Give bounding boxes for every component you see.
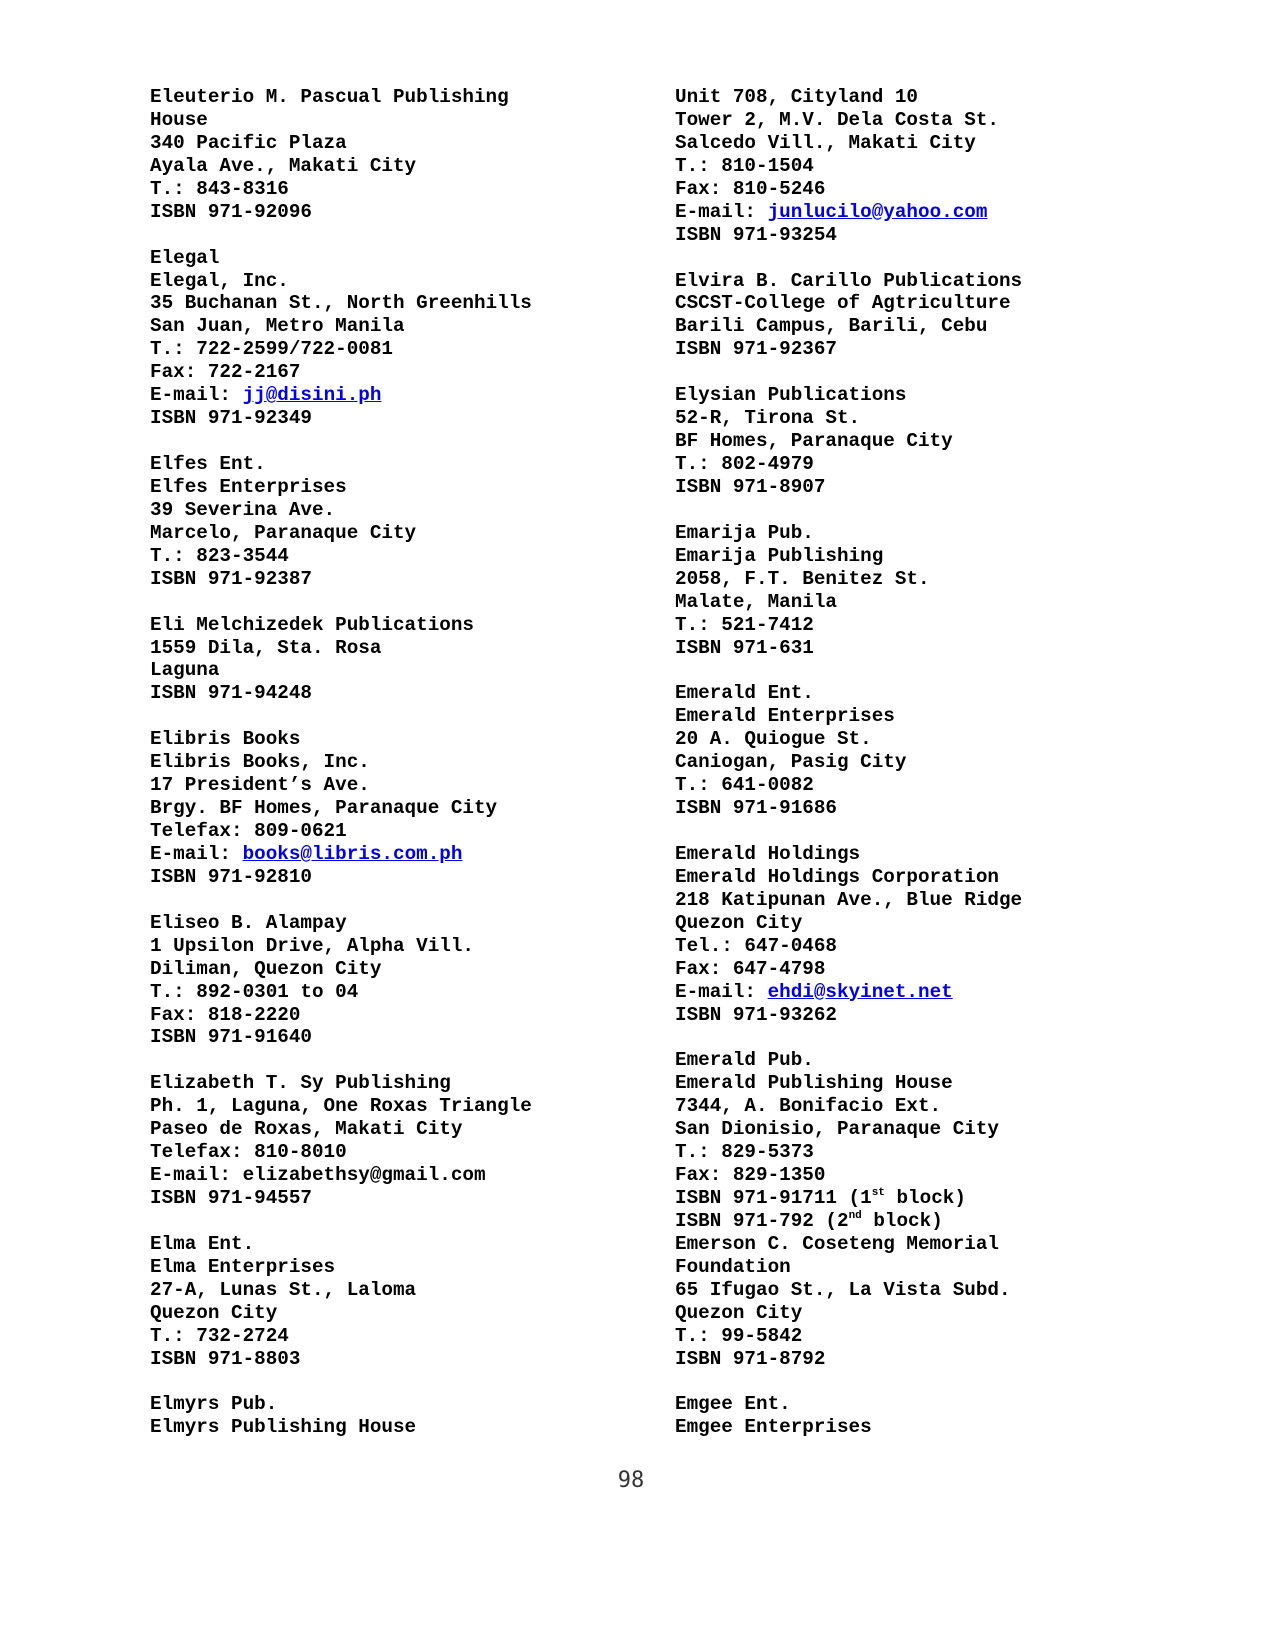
line-text: Laguna bbox=[150, 659, 220, 682]
entry-spacer bbox=[150, 430, 620, 453]
entry-heading bbox=[150, 86, 620, 109]
line-text: CSCST-College of Agtriculture bbox=[675, 292, 1011, 315]
entry-line bbox=[675, 1256, 1135, 1279]
line-text: San Dionisio, Paranaque City bbox=[675, 1118, 999, 1141]
entry-elvira-carillo bbox=[675, 270, 1135, 362]
entry-line bbox=[150, 820, 620, 843]
entry-heading bbox=[150, 912, 620, 935]
line-text: ISBN 971-93262 bbox=[675, 1003, 837, 1026]
entry-line bbox=[150, 384, 620, 407]
entry-elfes bbox=[150, 453, 620, 591]
entry-line bbox=[675, 155, 1135, 178]
entry-heading bbox=[675, 522, 1135, 545]
line-text: ISBN 971-8907 bbox=[675, 475, 826, 498]
line-text: 218 Katipunan Ave., Blue Ridge bbox=[675, 888, 1023, 911]
line-text: 39 Severina Ave. bbox=[150, 498, 336, 521]
entry-heading bbox=[150, 1072, 620, 1095]
entry-line bbox=[675, 1348, 1135, 1371]
entry-line bbox=[675, 453, 1135, 476]
line-text: Ayala Ave., Makati City bbox=[150, 154, 417, 177]
entry-elmyrs bbox=[150, 1393, 620, 1439]
line-text: T.: 829-5373 bbox=[675, 1141, 814, 1164]
line-text: ISBN 971-8803 bbox=[150, 1347, 301, 1370]
entry-spacer bbox=[150, 224, 620, 247]
line-text: Emerald Ent. bbox=[675, 682, 814, 705]
entry-unit-708-continued bbox=[675, 86, 1135, 247]
line-text: San Juan, Metro Manila bbox=[150, 315, 405, 338]
line-text: Emerald Enterprises bbox=[675, 705, 895, 728]
line-text: Diliman, Quezon City bbox=[150, 957, 382, 980]
line-text: Elegal bbox=[150, 246, 220, 269]
entry-line bbox=[150, 637, 620, 660]
line-text: Quezon City bbox=[150, 1301, 278, 1324]
entry-line bbox=[675, 1072, 1135, 1095]
line-text: Quezon City bbox=[675, 911, 803, 934]
ordinal-superscript: nd bbox=[848, 1209, 862, 1222]
entry-line bbox=[675, 637, 1135, 660]
left-column bbox=[150, 86, 620, 1439]
entry-spacer bbox=[675, 499, 1135, 522]
entry-line bbox=[675, 751, 1135, 774]
entry-elegal bbox=[150, 247, 620, 431]
entry-line bbox=[675, 338, 1135, 361]
line-text: Caniogan, Pasig City bbox=[675, 751, 907, 774]
entry-heading bbox=[675, 1393, 1135, 1416]
entry-heading bbox=[675, 86, 1135, 109]
entry-spacer bbox=[675, 1026, 1135, 1049]
entry-elibris bbox=[150, 728, 620, 889]
entry-line bbox=[675, 178, 1135, 201]
line-text: E-mail: bbox=[675, 200, 768, 223]
entry-line bbox=[150, 1141, 620, 1164]
entry-line bbox=[675, 545, 1135, 568]
line-text: Malate, Manila bbox=[675, 590, 837, 613]
entry-spacer bbox=[150, 705, 620, 728]
line-text: Fax: 722-2167 bbox=[150, 361, 301, 384]
entry-spacer bbox=[150, 1049, 620, 1072]
entry-line bbox=[675, 958, 1135, 981]
entry-line bbox=[150, 1004, 620, 1027]
entry-line bbox=[150, 774, 620, 797]
entry-line bbox=[675, 797, 1135, 820]
line-text: ISBN 971-91686 bbox=[675, 797, 837, 820]
entry-heading bbox=[150, 453, 620, 476]
entry-emgee bbox=[675, 1393, 1135, 1439]
entry-line bbox=[150, 201, 620, 224]
entry-line bbox=[150, 1256, 620, 1279]
line-text: Elma Ent. bbox=[150, 1232, 255, 1255]
line-text: ISBN 971-93254 bbox=[675, 223, 837, 246]
entry-line bbox=[150, 132, 620, 155]
entry-line bbox=[150, 958, 620, 981]
line-text: Unit 708, Cityland 10 bbox=[675, 86, 918, 108]
entry-line bbox=[150, 1325, 620, 1348]
line-text: ISBN 971-92349 bbox=[150, 407, 312, 430]
entry-heading bbox=[675, 384, 1135, 407]
line-text: Emarija Pub. bbox=[675, 521, 814, 544]
line-text: Emgee Ent. bbox=[675, 1393, 791, 1416]
line-text: E-mail: bbox=[150, 384, 243, 407]
line-text: 17 President’s Ave. bbox=[150, 774, 370, 797]
line-text: ISBN 971-631 bbox=[675, 636, 814, 659]
line-text: T.: 823-3544 bbox=[150, 544, 289, 567]
line-text: Elibris Books, Inc. bbox=[150, 751, 370, 774]
line-text: Emerald Publishing House bbox=[675, 1072, 953, 1095]
line-text: 340 Pacific Plaza bbox=[150, 131, 347, 154]
entry-line bbox=[150, 270, 620, 293]
line-text: Paseo de Roxas, Makati City bbox=[150, 1118, 463, 1141]
page-number: 98 bbox=[617, 1468, 645, 1493]
entry-line bbox=[150, 522, 620, 545]
line-text: T.: 802-4979 bbox=[675, 453, 814, 475]
entry-line bbox=[675, 1325, 1135, 1348]
line-text: Emerald Holdings bbox=[675, 842, 861, 865]
entry-line bbox=[675, 935, 1135, 958]
entry-heading bbox=[675, 682, 1135, 705]
entry-line bbox=[150, 315, 620, 338]
entry-spacer bbox=[675, 1371, 1135, 1394]
entry-line bbox=[675, 1187, 1135, 1210]
entry-line bbox=[675, 315, 1135, 338]
entry-line bbox=[675, 132, 1135, 155]
entry-line bbox=[675, 614, 1135, 637]
line-text: E-mail: bbox=[675, 980, 768, 1003]
line-text: T.: 641-0082 bbox=[675, 774, 814, 797]
line-text: 1559 Dila, Sta. Rosa bbox=[150, 636, 382, 659]
entry-line bbox=[675, 774, 1135, 797]
entry-spacer bbox=[150, 1371, 620, 1394]
entry-line bbox=[675, 109, 1135, 132]
line-text: Foundation bbox=[675, 1255, 791, 1278]
entry-line bbox=[150, 1279, 620, 1302]
entry-line bbox=[150, 1187, 620, 1210]
entry-line bbox=[150, 1095, 620, 1118]
entry-line bbox=[150, 109, 620, 132]
line-text: Fax: 829-1350 bbox=[675, 1164, 826, 1187]
entry-line bbox=[150, 361, 620, 384]
line-text: Ph. 1, Laguna, One Roxas Triangle bbox=[150, 1095, 532, 1118]
line-text: Elfes Enterprises bbox=[150, 475, 347, 498]
line-text: T.: 892-0301 to 04 bbox=[150, 980, 359, 1003]
entry-heading bbox=[675, 843, 1135, 866]
line-text: Elmyrs Publishing House bbox=[150, 1416, 417, 1439]
line-text: Salcedo Vill., Makati City bbox=[675, 131, 976, 154]
line-text: BF Homes, Paranaque City bbox=[675, 430, 953, 453]
line-text: Tower 2, M.V. Dela Costa St. bbox=[675, 108, 999, 131]
entry-line bbox=[675, 1118, 1135, 1141]
email-link[interactable]: books@libris.com.ph bbox=[242, 842, 463, 865]
entry-line bbox=[150, 338, 620, 361]
entry-line bbox=[675, 1004, 1135, 1027]
entry-line bbox=[150, 476, 620, 499]
line-text: 65 Ifugao St., La Vista Subd. bbox=[675, 1278, 1011, 1301]
line-text: Elma Enterprises bbox=[150, 1255, 336, 1278]
line-text: Elegal, Inc. bbox=[150, 269, 289, 292]
entry-line bbox=[675, 912, 1135, 935]
entry-heading bbox=[675, 270, 1135, 293]
entry-eliseo-alampay bbox=[150, 912, 620, 1050]
email-link[interactable]: ehdi@skyinet.net bbox=[767, 980, 953, 1003]
line-text: ISBN 971-91711 (1 bbox=[675, 1187, 872, 1209]
email-link[interactable]: junlucilo@yahoo.com bbox=[767, 200, 988, 223]
entry-spacer bbox=[150, 1210, 620, 1233]
entry-line bbox=[150, 568, 620, 591]
entry-line bbox=[675, 201, 1135, 224]
line-text: Emerson C. Coseteng Memorial bbox=[675, 1232, 999, 1255]
line-text: Eliseo B. Alampay bbox=[150, 911, 347, 934]
entry-line bbox=[150, 981, 620, 1004]
line-text: ISBN 971-94557 bbox=[150, 1187, 312, 1209]
line-text: 2058, F.T. Benitez St. bbox=[675, 567, 930, 590]
entry-eli-melchizedek bbox=[150, 614, 620, 706]
entry-elizabeth-sy bbox=[150, 1072, 620, 1210]
line-text: Elizabeth T. Sy Publishing bbox=[150, 1072, 451, 1095]
entry-line bbox=[675, 224, 1135, 247]
line-text: T.: 722-2599/722-0081 bbox=[150, 338, 393, 361]
line-text: Emarija Publishing bbox=[675, 544, 884, 567]
line-text: ISBN 971-92096 bbox=[150, 200, 312, 223]
entry-line bbox=[675, 591, 1135, 614]
line-text: Elmyrs Pub. bbox=[150, 1393, 278, 1416]
entry-spacer bbox=[675, 659, 1135, 682]
entry-line bbox=[150, 866, 620, 889]
entry-line bbox=[675, 1233, 1135, 1256]
entry-line bbox=[675, 407, 1135, 430]
line-text-suffix: block) bbox=[861, 1209, 943, 1232]
entry-line bbox=[675, 430, 1135, 453]
entry-heading bbox=[675, 1049, 1135, 1072]
entry-spacer bbox=[675, 247, 1135, 270]
line-text: Emgee Enterprises bbox=[675, 1416, 872, 1439]
entry-heading bbox=[150, 247, 620, 270]
entry-heading bbox=[150, 614, 620, 637]
entry-spacer bbox=[150, 591, 620, 614]
entry-line bbox=[675, 1302, 1135, 1325]
entry-line bbox=[150, 1302, 620, 1325]
right-column bbox=[675, 86, 1135, 1439]
line-text: ISBN 971-92810 bbox=[150, 865, 312, 888]
entry-line bbox=[675, 1141, 1135, 1164]
entry-heading bbox=[150, 1393, 620, 1416]
line-text: Tel.: 647-0468 bbox=[675, 934, 837, 957]
line-text: 7344, A. Bonifacio Ext. bbox=[675, 1095, 942, 1118]
entry-line bbox=[675, 866, 1135, 889]
line-text: House bbox=[150, 108, 208, 131]
line-text: Elibris Books bbox=[150, 728, 301, 751]
entry-line bbox=[675, 1279, 1135, 1302]
line-text: ISBN 971-8792 bbox=[675, 1347, 826, 1370]
entry-line bbox=[150, 1348, 620, 1371]
entry-line bbox=[150, 1118, 620, 1141]
line-text: 27-A, Lunas St., Laloma bbox=[150, 1278, 417, 1301]
line-text: Eleuterio M. Pascual Publishing bbox=[150, 86, 509, 108]
entry-line bbox=[675, 476, 1135, 499]
line-text: 20 A. Quiogue St. bbox=[675, 728, 872, 751]
line-text-suffix: block) bbox=[884, 1187, 966, 1209]
entry-spacer bbox=[675, 361, 1135, 384]
entry-line bbox=[675, 1210, 1135, 1233]
line-text: T.: 843-8316 bbox=[150, 177, 289, 200]
entry-line bbox=[675, 705, 1135, 728]
line-text: Elysian Publications bbox=[675, 384, 907, 407]
entry-line bbox=[150, 751, 620, 774]
entry-emerald-ent bbox=[675, 682, 1135, 820]
entry-line bbox=[150, 1164, 620, 1187]
line-text: Eli Melchizedek Publications bbox=[150, 613, 474, 636]
entry-emarija bbox=[675, 522, 1135, 660]
entry-line bbox=[150, 797, 620, 820]
entry-line bbox=[150, 155, 620, 178]
entry-line bbox=[150, 682, 620, 705]
entry-line bbox=[675, 981, 1135, 1004]
entry-line bbox=[150, 499, 620, 522]
entry-line bbox=[150, 545, 620, 568]
entry-spacer bbox=[150, 889, 620, 912]
entry-line bbox=[675, 292, 1135, 315]
entry-line bbox=[675, 1164, 1135, 1187]
entry-line bbox=[675, 889, 1135, 912]
line-text: Quezon City bbox=[675, 1301, 803, 1324]
line-text: Barili Campus, Barili, Cebu bbox=[675, 315, 988, 338]
entry-line bbox=[675, 1416, 1135, 1439]
entry-line bbox=[150, 1026, 620, 1049]
email-link[interactable]: jj@disini.ph bbox=[242, 384, 382, 407]
entry-line bbox=[150, 935, 620, 958]
line-text: ISBN 971-792 (2 bbox=[675, 1209, 849, 1232]
line-text: Emerald Pub. bbox=[675, 1049, 814, 1072]
line-text: Brgy. BF Homes, Paranaque City bbox=[150, 797, 498, 820]
ordinal-superscript: st bbox=[871, 1187, 885, 1199]
line-text: Marcelo, Paranaque City bbox=[150, 521, 417, 544]
entry-line bbox=[150, 178, 620, 201]
entry-line bbox=[150, 1416, 620, 1439]
entry-heading bbox=[150, 728, 620, 751]
line-text: ISBN 971-92367 bbox=[675, 338, 837, 361]
entry-elma bbox=[150, 1233, 620, 1371]
entry-line bbox=[675, 568, 1135, 591]
line-text: 1 Upsilon Drive, Alpha Vill. bbox=[150, 934, 474, 957]
entry-line bbox=[150, 843, 620, 866]
line-text: 35 Buchanan St., North Greenhills bbox=[150, 292, 532, 315]
line-text: Telefax: 810-8010 bbox=[150, 1141, 347, 1164]
line-text: Telefax: 809-0621 bbox=[150, 820, 347, 842]
entry-line bbox=[675, 1095, 1135, 1118]
line-text: T.: 732-2724 bbox=[150, 1324, 289, 1347]
entry-emerald-pub bbox=[675, 1049, 1135, 1370]
entry-line bbox=[150, 407, 620, 430]
line-text: ISBN 971-92387 bbox=[150, 567, 312, 590]
entry-line bbox=[150, 659, 620, 682]
line-text: T.: 521-7412 bbox=[675, 613, 814, 636]
entry-eleuterio-pascual bbox=[150, 86, 620, 224]
entry-emerald-holdings bbox=[675, 843, 1135, 1027]
line-text: T.: 810-1504 bbox=[675, 154, 814, 177]
line-text: ISBN 971-94248 bbox=[150, 682, 312, 705]
line-text: 52-R, Tirona St. bbox=[675, 407, 861, 430]
line-text: E-mail: bbox=[150, 842, 243, 865]
entry-heading bbox=[150, 1233, 620, 1256]
entry-spacer bbox=[675, 820, 1135, 843]
line-text: Elvira B. Carillo Publications bbox=[675, 269, 1023, 292]
line-text: Emerald Holdings Corporation bbox=[675, 865, 999, 888]
line-text: Fax: 647-4798 bbox=[675, 957, 826, 980]
line-text: E-mail: elizabethsy@gmail.com bbox=[150, 1164, 486, 1187]
line-text: Fax: 818-2220 bbox=[150, 1003, 301, 1026]
entry-line bbox=[150, 292, 620, 315]
line-text: T.: 99-5842 bbox=[675, 1324, 803, 1347]
line-text: Elfes Ent. bbox=[150, 453, 266, 475]
line-text: Fax: 810-5246 bbox=[675, 177, 826, 200]
entry-line bbox=[675, 728, 1135, 751]
entry-elysian bbox=[675, 384, 1135, 499]
line-text: ISBN 971-91640 bbox=[150, 1026, 312, 1049]
